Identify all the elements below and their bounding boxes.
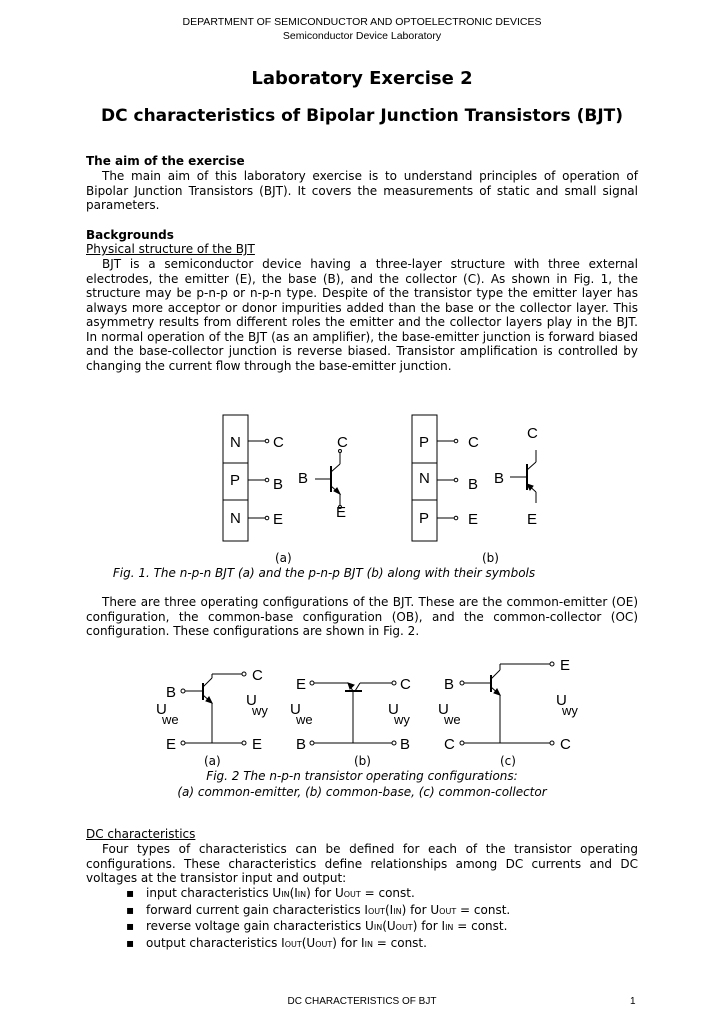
fig2-label-b: (b) [354, 754, 371, 768]
header-lab: Semiconductor Device Laboratory [282, 30, 442, 42]
list-item: ▪ input characteristics UIN(IIN) for UOUT = const. [126, 886, 415, 900]
pnp-layer-bot: P [419, 510, 430, 527]
cb-out-top: C [400, 676, 411, 693]
page-subtitle: DC characteristics of Bipolar Junction Transistors (BJT) [100, 106, 624, 126]
backgrounds-heading: Backgrounds [86, 228, 174, 242]
fig1-label-b: (b) [482, 551, 499, 565]
ce-in-bot: E [166, 736, 177, 753]
pnp-terminal-b: B [468, 476, 479, 493]
cc-out-top: E [560, 657, 571, 674]
cb-u-in: U [290, 701, 301, 718]
npn-layer-bot: N [230, 510, 241, 527]
figure-1-diagram [0, 400, 724, 550]
npn-layer-top: N [230, 434, 241, 451]
header-department: DEPARTMENT OF SEMICONDUCTOR AND OPTOELECTRONIC DEVICES [182, 16, 542, 28]
pnp-symbol-e: E [527, 511, 538, 528]
cc-in-bot: C [444, 736, 455, 753]
fig1-caption: Fig. 1. The n-p-n BJT (a) and the p-n-p BJT (b) along with their symbols [112, 566, 536, 580]
cc-out-bot: C [560, 736, 571, 753]
cc-u-in: U [438, 701, 449, 718]
dc-characteristics-list [126, 886, 510, 952]
fig1-label-a: (a) [275, 551, 292, 565]
ce-out-bot: E [252, 736, 263, 753]
ce-out-top: C [252, 667, 263, 684]
ce-in-top: B [166, 684, 177, 701]
dc-text: Four types of characteristics can be defined for each of the transistor operating configurations. These characteristics define relationships among DC currents and DC voltages at the transistor input and output: [86, 842, 638, 885]
list-item: ▪ forward current gain characteristics IOUT(IIN) for UOUT = const. [126, 902, 511, 917]
npn-transistor-symbol [315, 450, 342, 509]
ce-u-out-sub: wy [252, 703, 268, 718]
ce-u-in: U [156, 701, 167, 718]
physical-structure-heading: Physical structure of the BJT [86, 242, 255, 256]
ce-u-in-sub: we [162, 712, 179, 727]
aim-heading: The aim of the exercise [86, 154, 245, 168]
aim-text: The main aim of this laboratory exercise is to understand principles of operation of Bipolar Junction Transistors (BJT). It covers the measurements of static and small signal parameters. [86, 169, 638, 212]
dc-characteristics-heading: DC characteristics [86, 827, 196, 841]
pnp-transistor-symbol [510, 450, 536, 503]
common-emitter-circuit [181, 672, 246, 745]
page-title: Laboratory Exercise 2 [251, 68, 473, 89]
footer-title: DC CHARACTERISTICS OF BJT [287, 996, 437, 1007]
npn-symbol-e: E [336, 504, 347, 521]
cc-u-out: U [556, 692, 567, 709]
pnp-layer-top: P [419, 434, 430, 451]
pnp-symbol-c: C [527, 425, 538, 442]
fig2-label-a: (a) [204, 754, 221, 768]
npn-terminal-b: B [273, 476, 284, 493]
cb-in-top: E [296, 676, 307, 693]
fig2-label-c: (c) [500, 754, 516, 768]
list-item: ▪ output characteristics IOUT(UOUT) for IIN = const. [126, 935, 427, 950]
pnp-terminal-c: C [468, 434, 479, 451]
configs-text: There are three operating configurations of the BJT. These are the common-emitter (OE) configuration, the common-base configuration (OB), and the common-collector (OC) configuration. These configurations are shown in Fig. 2. [86, 595, 638, 638]
cc-in-top: B [444, 676, 455, 693]
npn-terminal-e: E [273, 511, 284, 528]
common-collector-circuit [460, 662, 554, 745]
npn-symbol-b: B [298, 470, 309, 487]
fig2-caption-line1: Fig. 2 The n-p-n transistor operating configurations: [206, 769, 518, 783]
common-base-circuit [310, 681, 396, 745]
page-number: 1 [630, 996, 636, 1007]
pnp-symbol-b: B [494, 470, 505, 487]
ce-u-out: U [246, 692, 257, 709]
npn-layer-mid: P [230, 472, 241, 489]
pnp-terminal-e: E [468, 511, 479, 528]
fig2-caption-line2: (a) common-emitter, (b) common-base, (c) common-collector [177, 785, 547, 799]
cb-u-in-sub: we [296, 712, 313, 727]
cb-u-out: U [388, 701, 399, 718]
pnp-layer-mid: N [419, 470, 430, 487]
npn-symbol-c: C [337, 434, 348, 451]
cb-in-bot: B [296, 736, 307, 753]
list-item: ▪ reverse voltage gain characteristics UIN(UOUT) for IIN = const. [126, 919, 508, 934]
backgrounds-text: BJT is a semiconductor device having a three-layer structure with three external electrodes, the emitter (E), the base (B), and the collector (C). As shown in Fig. 1, the structure may be p-n-p or n-p-n type. Despite of the transistor type the emitter layer has always more acceptor or donor impurities added than the base or the collector layer. This asymmetry results from different roles the emitter and the collector layers play in the BJT. In normal operation of the BJT (as an amplifier), the base-emitter junction is forward biased and the base-collector junction is reverse biased. Transistor amplification is controlled by changing the current flow through the base-emitter junction. [86, 257, 638, 373]
figure-2-diagram [0, 652, 724, 758]
cc-u-in-sub: we [444, 712, 461, 727]
cc-u-out-sub: wy [562, 703, 578, 718]
cb-out-bot: B [400, 736, 411, 753]
cb-u-out-sub: wy [394, 712, 410, 727]
npn-terminal-c: C [273, 434, 284, 451]
